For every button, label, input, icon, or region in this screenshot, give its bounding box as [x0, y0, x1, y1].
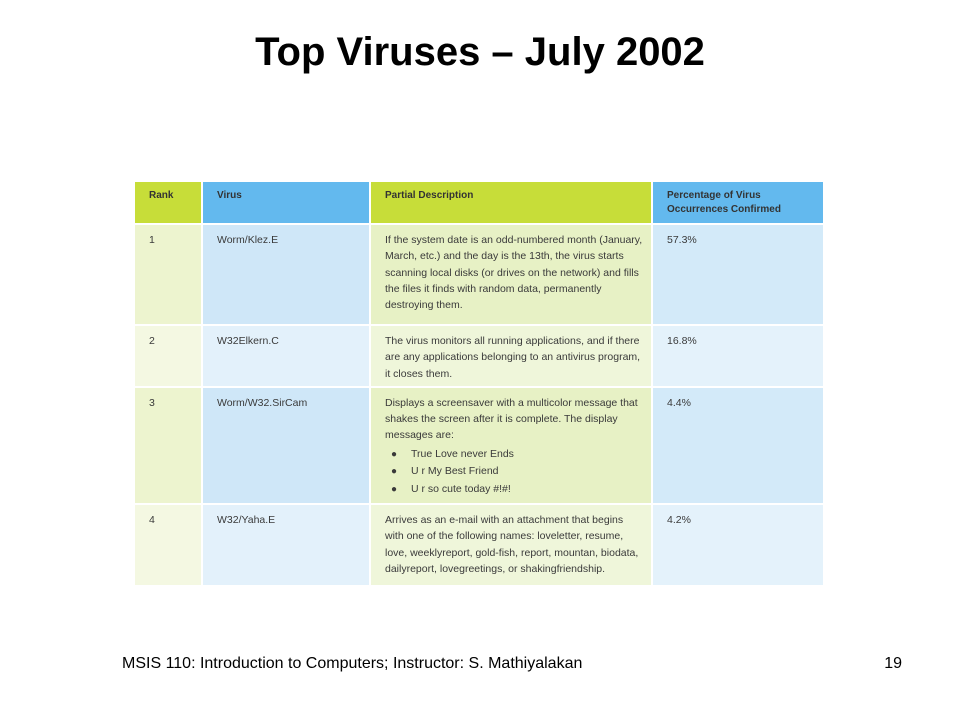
slide-title: Top Viruses – July 2002 [255, 30, 705, 74]
table-row [135, 225, 823, 326]
bullet-dot-icon: ● [391, 466, 398, 478]
virus-name-cell: W32Elkern.C [203, 326, 371, 388]
description-cell: Arrives as an e-mail with an attachment that begins with one of the following names: loveletter, resume, love, weeklyreport, gold-fish, report, mountan, biodata, dailyreport, lovegreetings, or shakingfriendship. [371, 505, 653, 587]
percentage-cell: 4.2% [653, 505, 823, 587]
header-rank: Rank [135, 182, 203, 225]
header-percentage: Percentage of Virus Occurrences Confirmed [653, 182, 823, 225]
list-item [389, 481, 643, 499]
table-header-row [135, 182, 823, 225]
bullet-dot-icon: ● [391, 448, 398, 460]
list-item-text: True Love never Ends [411, 447, 514, 460]
bullet-dot-icon: ● [391, 484, 398, 496]
description-cell: The virus monitors all running applications, and if there are any applications belonging to an antivirus program, it closes them. [371, 326, 653, 388]
description-text: Displays a screensaver with a multicolor message that shakes the screen after it is complete. The display messages are: [385, 396, 638, 442]
percentage-cell: 16.8% [653, 326, 823, 388]
rank-cell: 1 [135, 225, 203, 326]
top-viruses-table [135, 182, 823, 587]
display-messages-list [385, 446, 643, 500]
description-cell: If the system date is an odd-numbered month (January, March, etc.) and the day is the 13th, the virus starts scanning local disks (or drives on the network) and fills the files it finds with random data, permanently destroying them. [371, 225, 653, 326]
virus-name-cell: Worm/Klez.E [203, 225, 371, 326]
rank-cell: 3 [135, 388, 203, 505]
description-cell [371, 388, 653, 505]
list-item-text: U r My Best Friend [411, 465, 499, 478]
virus-name-cell: W32/Yaha.E [203, 505, 371, 587]
header-partial-description: Partial Description [371, 182, 653, 225]
header-virus: Virus [203, 182, 371, 225]
percentage-cell: 57.3% [653, 225, 823, 326]
list-item [389, 463, 643, 481]
table-row [135, 505, 823, 587]
list-item [389, 446, 643, 464]
page-number: 19 [884, 655, 902, 672]
rank-cell: 2 [135, 326, 203, 388]
rank-cell: 4 [135, 505, 203, 587]
list-item-text: U r so cute today #!#! [411, 483, 511, 496]
table-row [135, 388, 823, 505]
footer-course-info: MSIS 110: Introduction to Computers; Instructor: S. Mathiyalakan [122, 655, 583, 672]
table-row [135, 326, 823, 388]
virus-name-cell: Worm/W32.SirCam [203, 388, 371, 505]
percentage-cell: 4.4% [653, 388, 823, 505]
